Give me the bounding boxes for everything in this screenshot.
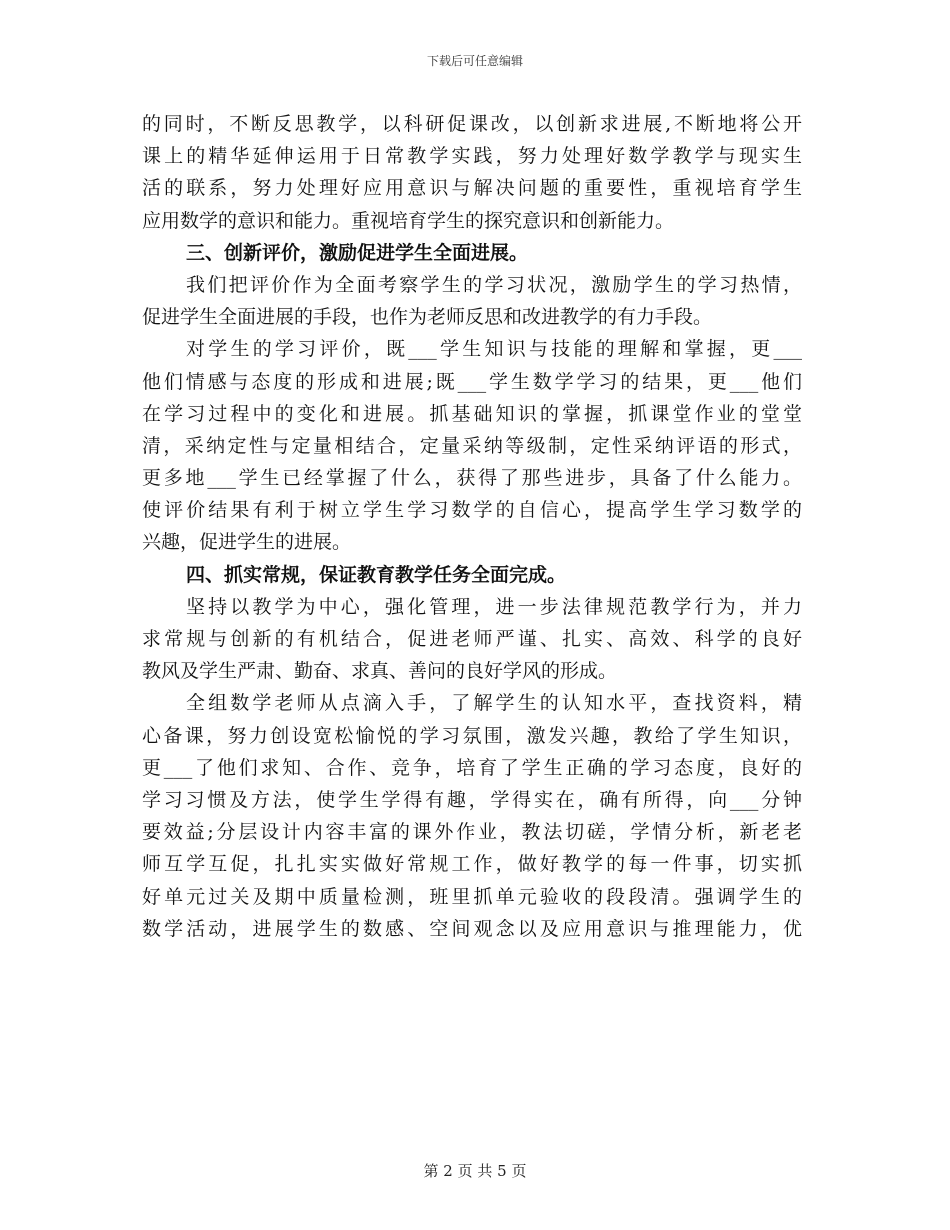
- section-heading: 三、创新评价，激励促进学生全面进展。: [186, 241, 529, 264]
- paragraph-line: 心备课，努力创设宽松愉悦的学习氛围，激发兴趣，教给了学生知识，: [142, 724, 802, 747]
- paragraph-line: 在学习过程中的变化和进展。抓基础知识的掌握，抓课堂作业的堂堂: [142, 402, 802, 425]
- paragraph-line: 教风及学生严肃、勤奋、求真、善问的良好学风的形成。: [142, 660, 618, 683]
- paragraph-line: 师互学互促，扎扎实实做好常规工作，做好教学的每一件事，切实抓: [142, 853, 802, 876]
- paragraph-line: 学习习惯及方法，使学生学得有趣，学得实在，确有所得，向___分钟: [142, 788, 802, 811]
- page-footer: 第 2 页 共 5 页: [423, 1162, 527, 1180]
- paragraph-line: 兴趣，促进学生的进展。: [142, 531, 352, 554]
- paragraph-line: 活的联系，努力处理好应用意识与解决问题的重要性，重视培育学生: [142, 177, 802, 200]
- paragraph-line: 课上的精华延伸运用于日常教学实践，努力处理好数学教学与现实生: [142, 145, 802, 168]
- section-heading: 四、抓实常规，保证教育教学任务全面完成。: [186, 563, 567, 586]
- paragraph-line: 应用数学的意识和能力。重视培育学生的探究意识和创新能力。: [142, 209, 675, 232]
- paragraph-line: 使评价结果有利于树立学生学习数学的自信心，提高学生学习数学的: [142, 499, 802, 522]
- paragraph-line: 全组数学老师从点滴入手，了解学生的认知水平，查找资料，精: [186, 692, 802, 715]
- paragraph-line: 求常规与创新的有机结合，促进老师严谨、扎实、高效、科学的良好: [142, 628, 802, 650]
- paragraph-line: 促进学生全面进展的手段，也作为老师反思和改进教学的有力手段。: [142, 306, 713, 329]
- page-header: 下载后可任意编辑: [426, 54, 523, 68]
- paragraph-line: 坚持以教学为中心，强化管理，进一步法律规范教学行为，并力: [186, 595, 802, 618]
- paragraph-line: 清，采纳定性与定量相结合，定量采纳等级制，定性采纳评语的形式，: [142, 434, 802, 457]
- paragraph-line: 好单元过关及期中质量检测，班里抓单元验收的段段清。强调学生的: [142, 885, 802, 908]
- paragraph-line: 他们情感与态度的形成和进展;既___学生数学学习的结果，更___他们: [142, 370, 802, 393]
- paragraph-line: 更多地___学生已经掌握了什么，获得了那些进步，具备了什么能力。: [142, 467, 802, 490]
- paragraph-line: 要效益;分层设计内容丰富的课外作业，教法切磋，学情分析，新老老: [142, 821, 802, 844]
- paragraph-line: 的同时，不断反思教学，以科研促课改，以创新求进展,不断地将公开: [142, 113, 802, 135]
- paragraph-line: 对学生的学习评价，既___学生知识与技能的理解和掌握，更___: [186, 338, 802, 361]
- paragraph-line: 数学活动，进展学生的数感、空间观念以及应用意识与推理能力，优: [142, 917, 802, 940]
- paragraph-line: 我们把评价作为全面考察学生的学习状况，激励学生的学习热情，: [186, 273, 802, 296]
- paragraph-line: 更___了他们求知、合作、竞争，培育了学生正确的学习态度，良好的: [142, 756, 802, 779]
- document-body: [142, 108, 802, 945]
